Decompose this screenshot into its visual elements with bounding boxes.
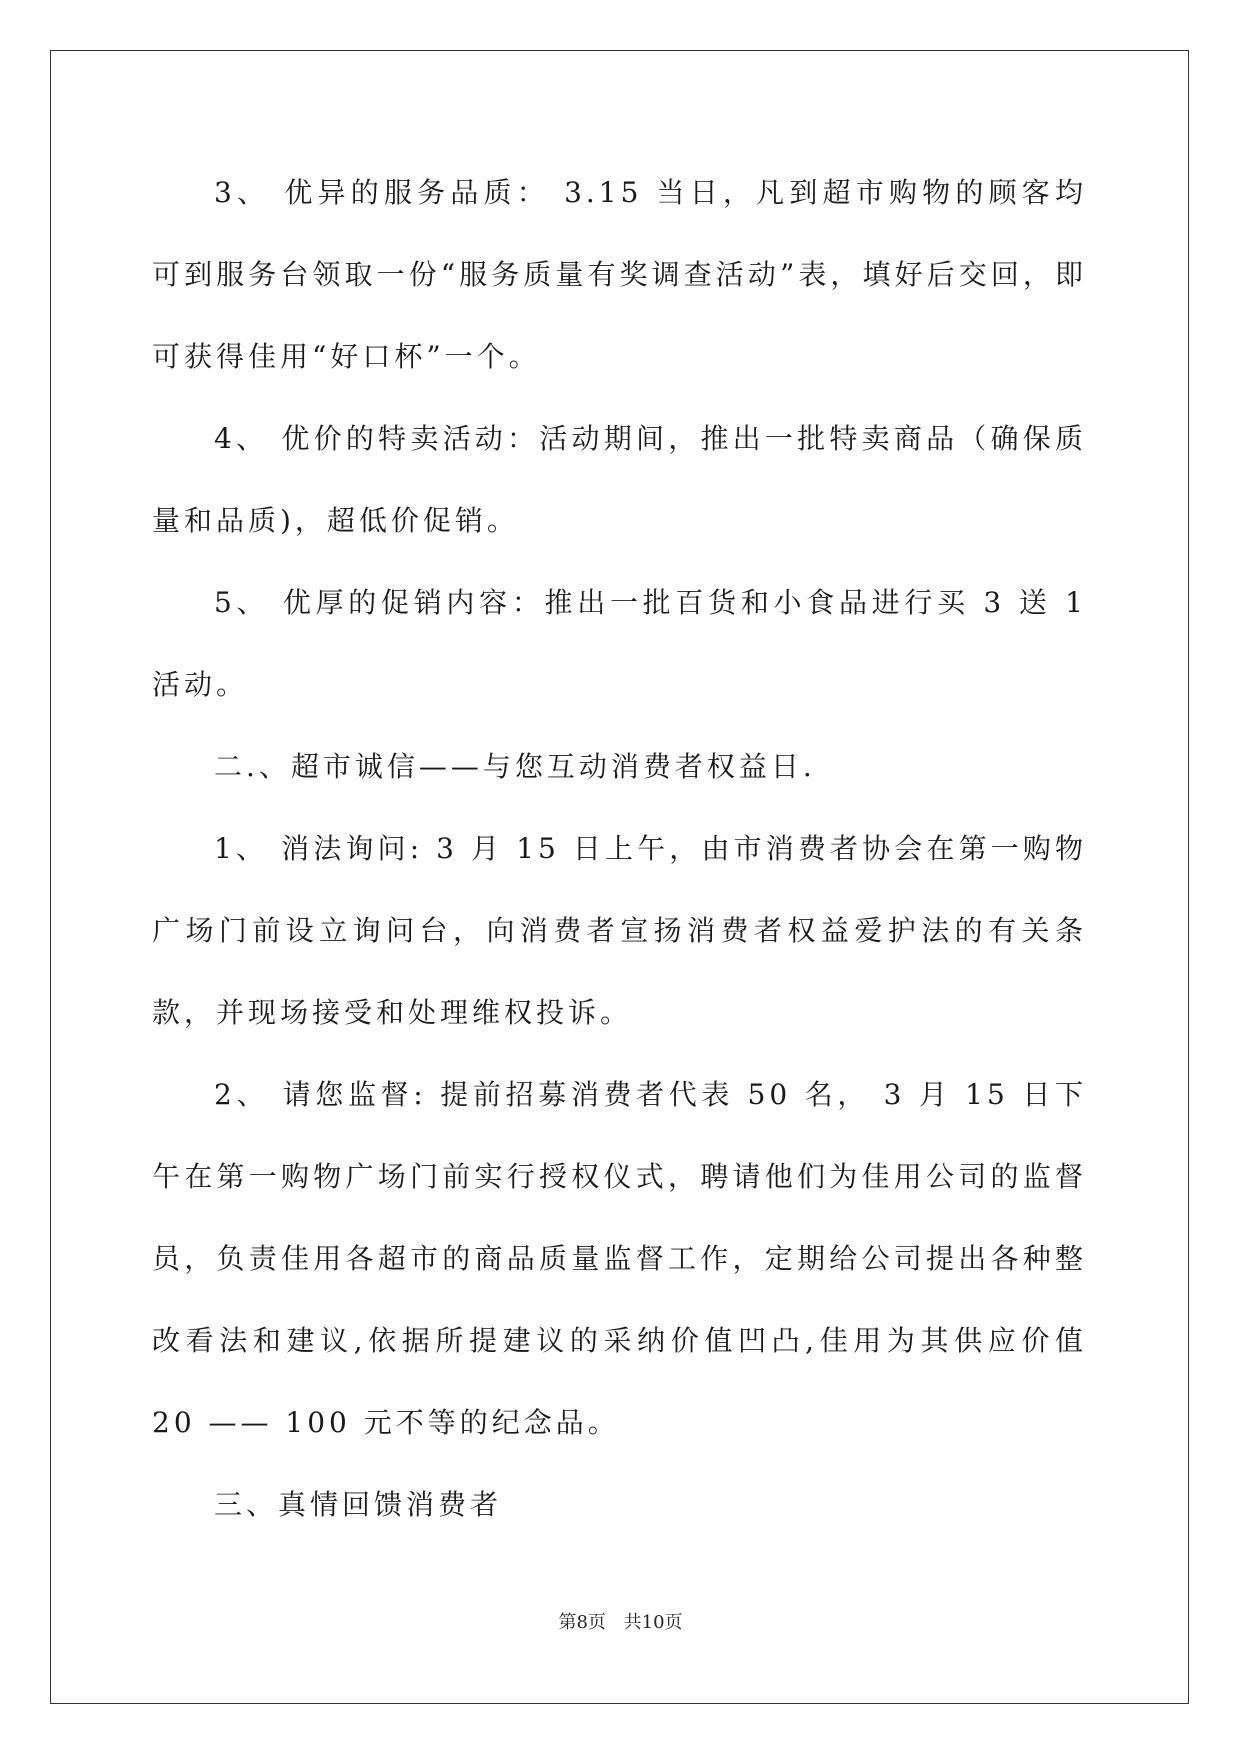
- page-footer: [0, 1608, 1241, 1634]
- paragraph-service-quality: 3、 优异的服务品质： 3.15 当日，凡到超市购物的顾客均可到服务台领取一份“服务质量有奖调查活动”表，填好后交回，即可获得佳用“好口杯”一个。: [152, 176, 1087, 373]
- document-body: [152, 152, 1087, 1546]
- page-number-current: 第8页: [558, 1612, 606, 1633]
- section-heading-feedback: 三、真情回馈消费者: [214, 1488, 503, 1521]
- section-heading-integrity: 二.、超市诚信——与您互动消费者权益日.: [214, 750, 816, 783]
- paragraph-promotion: 5、 优厚的促销内容：推出一批百货和小食品进行买 3 送 1 活动。: [152, 586, 1087, 701]
- paragraph-special-sale: 4、 优价的特卖活动：活动期间，推出一批特卖商品（确保质量和品质)，超低价促销。: [152, 422, 1087, 537]
- paragraph-law-consultation: 1、 消法询问: 3 月 15 日上午，由市消费者协会在第一购物广场门前设立询问台，向消费者宣扬消费者权益爱护法的有关条款，并现场接受和处理维权投诉。: [152, 832, 1087, 1029]
- paragraph-supervision: 2、 请您监督: 提前招募消费者代表 50 名， 3 月 15 日下午在第一购物广场门前实行授权仪式，聘请他们为佳用公司的监督员，负责佳用各超市的商品质量监督工作，定期给公司提出各种整改看法和建议,依据所提建议的采纳价值凹凸,佳用为其供应价值 20 —— 100 元不等的纪念品。: [152, 1078, 1087, 1439]
- page-number-total: 共10页: [623, 1612, 683, 1633]
